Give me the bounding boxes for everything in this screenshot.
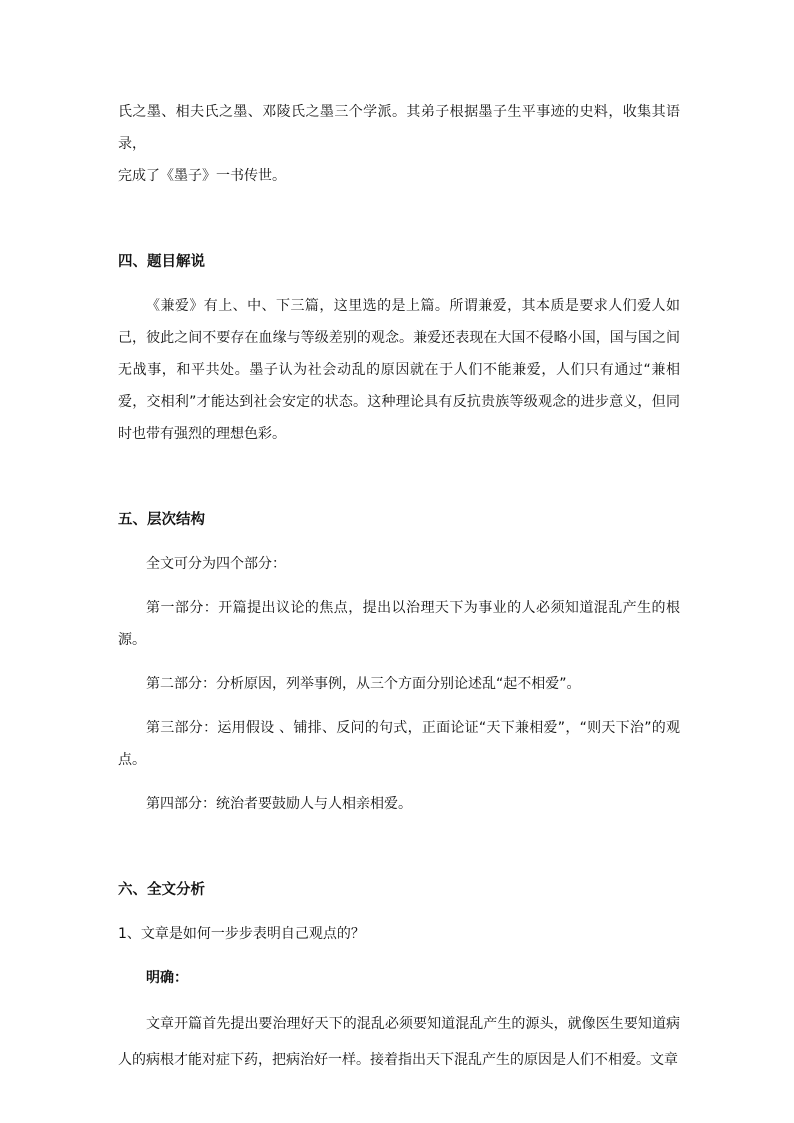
section-5-part-1: 第一部分：开篇提出议论的焦点，提出以治理天下为事业的人必须知道混乱产生的根源。 [118, 600, 680, 648]
spacer [118, 536, 680, 548]
section-5-heading: 五、层次结构 [118, 512, 205, 528]
intro-line-2: 完成了《墨子》一书传世。 [118, 168, 286, 184]
spacer [118, 700, 680, 712]
spacer [118, 820, 680, 874]
spacer [118, 906, 680, 918]
spacer [118, 450, 680, 504]
spacer [118, 192, 680, 246]
section-5-part-3: 第三部分：运用假设 、铺排、反问的句式，正面论证“天下兼相爱”，“则天下治”的观点。 [118, 720, 680, 768]
spacer [118, 656, 680, 668]
section-6-heading: 六、全文分析 [118, 882, 205, 898]
section-4-paragraph: 《兼爱》有上、中、下三篇，这里选的是上篇。所谓兼爱，其本质是要求人们爱人如己，彼此之间不要存在血缘与等级差别的观念。兼爱还表现在大国不侵略小国，国与国之间无战事，和平共处。墨子认为社会动乱的原因就在于人们不能兼爱，人们只有通过“兼相爱，交相利”才能达到社会安定的状态。这种理论具有反抗贵族等级观念的进步意义，但同时也带有强烈的理想色彩。 [118, 298, 680, 442]
section-6-question: 1、文章是如何一步步表明自己观点的？ [118, 926, 365, 942]
section-5-part-4: 第四部分：统治者要鼓励人与人相亲相爱。 [146, 796, 412, 812]
spacer [118, 950, 680, 962]
section-4-heading: 四、题目解说 [118, 254, 205, 270]
spacer [118, 580, 680, 592]
spacer [118, 994, 680, 1006]
document-page [118, 96, 680, 1078]
section-5-lead: 全文可分为四个部分： [146, 556, 286, 572]
answer-label: 明确： [146, 970, 188, 986]
intro-line-1: 氏之墨、相夫氏之墨、邓陵氏之墨三个学派。其弟子根据墨子生平事迹的史料，收集其语录， [118, 104, 680, 152]
section-5-part-2: 第二部分：分析原因，列举事例，从三个方面分别论述乱“起不相爱”。 [146, 676, 581, 692]
section-6-answer: 文章开篇首先提出要治理好天下的混乱必须要知道混乱产生的源头，就像医生要知道病人的病根才能对症下药，把病治好一样。接着指出天下混乱产生的原因是人们不相爱。文章 [118, 1016, 680, 1068]
spacer [118, 278, 680, 290]
spacer [118, 776, 680, 788]
